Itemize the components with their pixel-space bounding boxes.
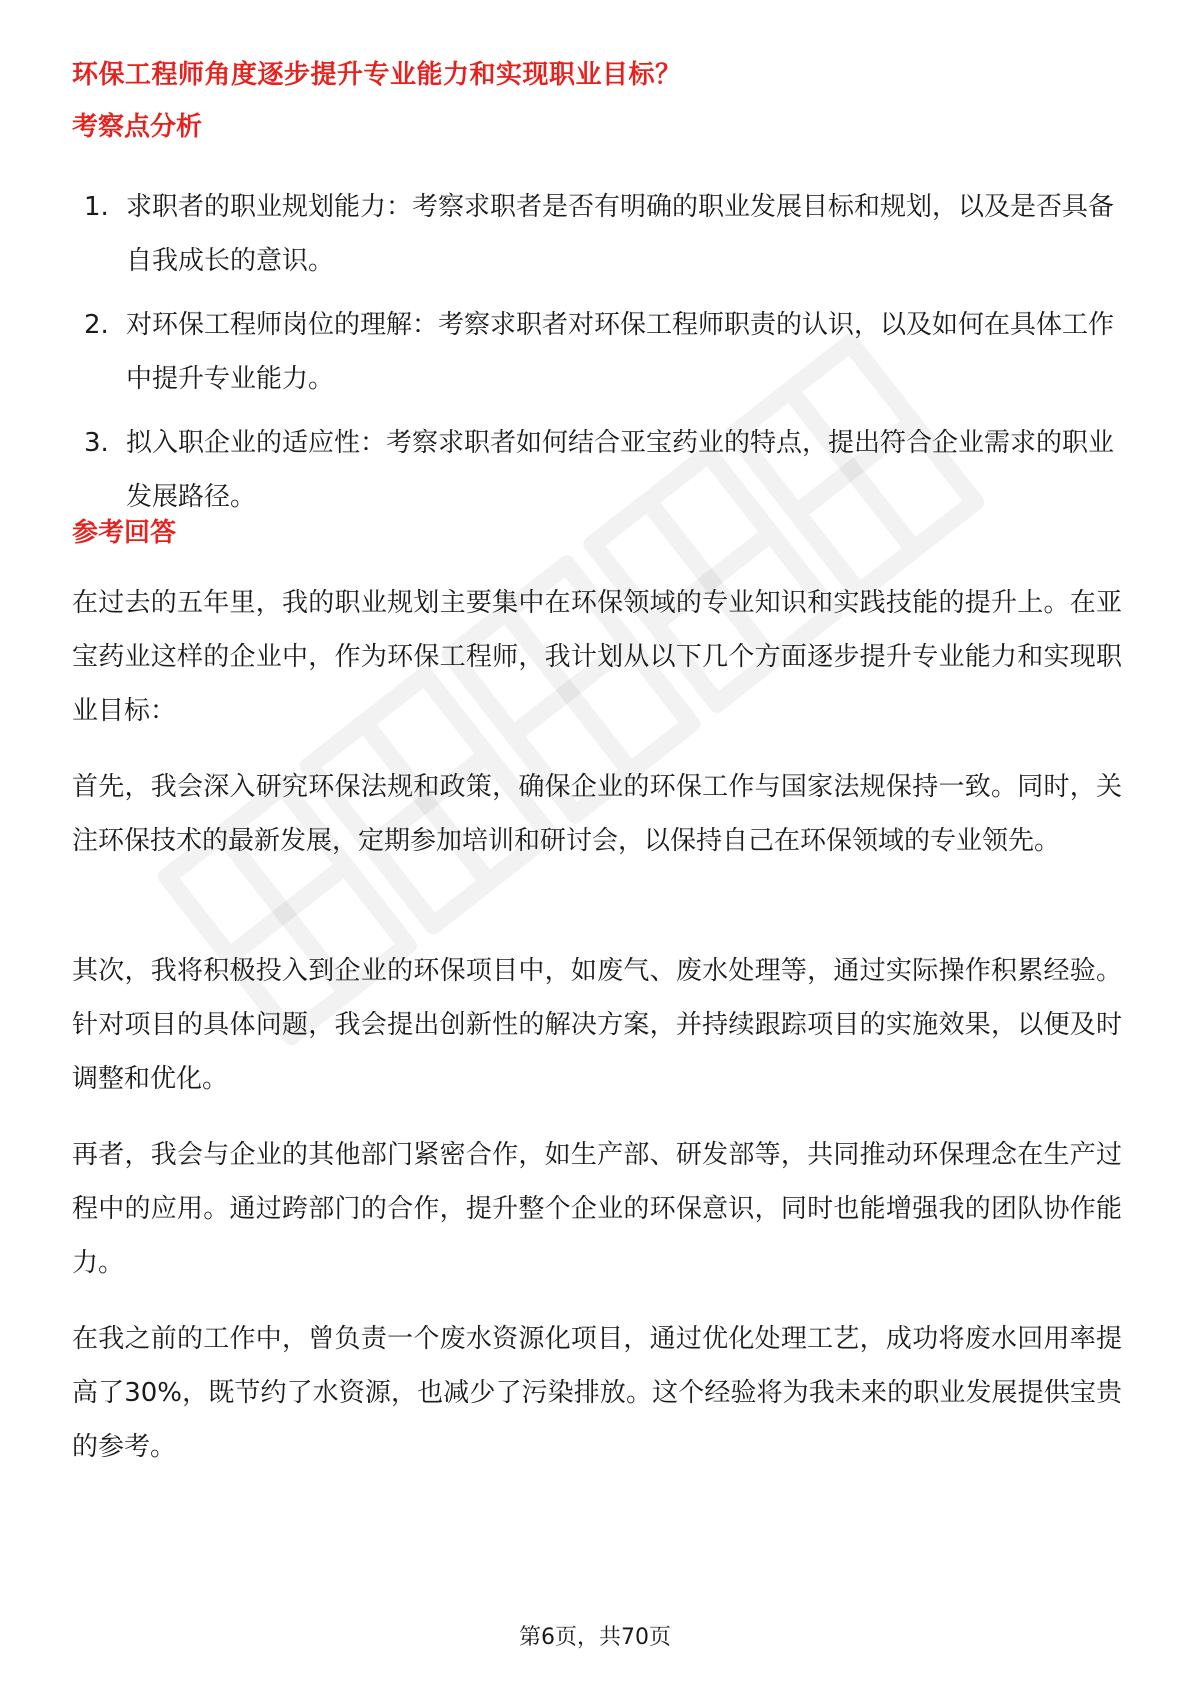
list-item (72, 298, 1122, 406)
answer-paragraph: 首先，我会深入研究环保法规和政策，确保企业的环保工作与国家法规保持一致。同时，关注环保技术的最新发展，定期参加培训和研讨会，以保持自己在环保领域的专业领先。 (72, 772, 1122, 856)
page-number: 第6页，共70页 (519, 1625, 671, 1650)
answer-paragraph: 在我之前的工作中，曾负责一个废水资源化项目，通过优化处理工艺，成功将废水回用率提高了30%，既节约了水资源，也减少了污染排放。这个经验将为我未来的职业发展提供宝贵的参考。 (72, 1324, 1122, 1462)
analysis-heading: 考察点分析 (72, 112, 203, 142)
answer-paragraph: 其次，我将积极投入到企业的环保项目中，如废气、废水处理等，通过实际操作积累经验。针对项目的具体问题，我会提出创新性的解决方案，并持续跟踪项目的实施效果，以便及时调整和优化。 (72, 956, 1122, 1094)
list-item (72, 416, 1122, 524)
list-item-text: 对环保工程师岗位的理解：考察求职者对环保工程师职责的认识，以及如何在具体工作中提升专业能力。 (126, 310, 1115, 394)
list-item-number: 1. (84, 192, 109, 222)
analysis-list (72, 180, 1122, 534)
list-item (72, 180, 1122, 288)
list-item-number: 3. (84, 428, 109, 458)
answer-paragraph: 再者，我会与企业的其他部门紧密合作，如生产部、研发部等，共同推动环保理念在生产过程中的应用。通过跨部门的合作，提升整个企业的环保意识，同时也能增强我的团队协作能力。 (72, 1140, 1122, 1278)
list-item-number: 2. (84, 310, 109, 340)
answer-paragraph: 在过去的五年里，我的职业规划主要集中在环保领域的专业知识和实践技能的提升上。在亚宝药业这样的企业中，作为环保工程师，我计划从以下几个方面逐步提升专业能力和实现职业目标： (72, 588, 1122, 726)
list-item-text: 求职者的职业规划能力：考察求职者是否有明确的职业发展目标和规划，以及是否具备自我成长的意识。 (126, 192, 1115, 276)
list-item-text: 拟入职企业的适应性：考察求职者如何结合亚宝药业的特点，提出符合企业需求的职业发展路径。 (126, 428, 1115, 512)
answer-heading: 参考回答 (72, 518, 177, 548)
page-title: 环保工程师角度逐步提升专业能力和实现职业目标？ (72, 60, 682, 90)
